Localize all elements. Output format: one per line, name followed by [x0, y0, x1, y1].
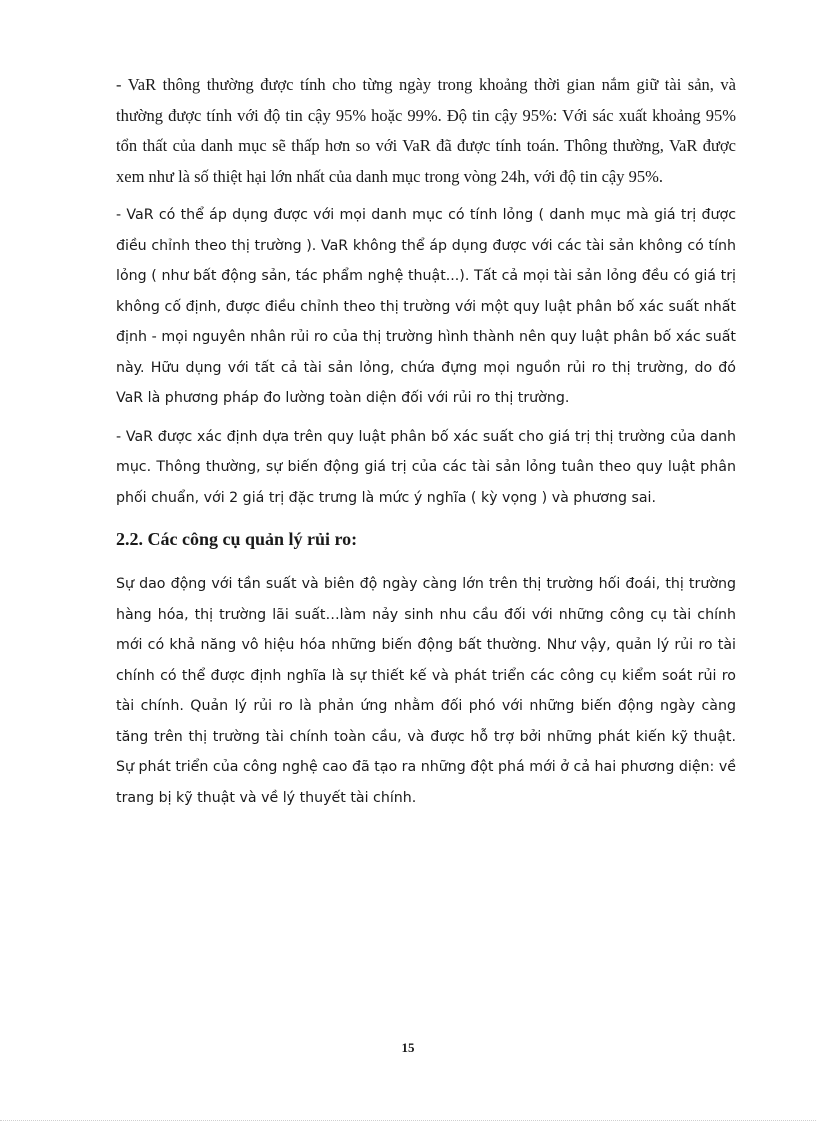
var-paragraph-3: - VaR được xác định dựa trên quy luật phân bố xác suất cho giá trị thị trường của danh mục. Thông thường, sự biến động giá trị của các tài sản lỏng tuân theo quy luật phân phối chuẩn, với 2 giá trị đặc trưng là mức ý nghĩa ( kỳ vọng ) và phương sai.	[116, 428, 736, 506]
page-content	[116, 70, 736, 821]
var-paragraph-1: - VaR thông thường được tính cho từng ngày trong khoảng thời gian nắm giữ tài sản, và thường được tính với độ tin cậy 95% hoặc 99%. Độ tin cậy 95%: Với sác xuất khoảng 95% tổn thất của danh mục sẽ thấp hơn so với VaR đã được tính toán. Thông thường, VaR được xem như là số thiệt hại lớn nhất của danh mục trong vòng 24h, với độ tin cậy 95%.	[116, 75, 736, 186]
page-number: 15	[401, 1040, 415, 1055]
section-paragraph: Sự dao động với tần suất và biên độ ngày càng lớn trên thị trường hối đoái, thị trường hàng hóa, thị trường lãi suất…làm nảy sinh nhu cầu đối với những công cụ tài chính mới có khả năng vô hiệu hóa những biến động bất thường. Như vậy, quản lý rủi ro tài chính có thể được định nghĩa là sự thiết kế và phát triển các công cụ kiểm soát rủi ro tài chính. Quản lý rủi ro là phản ứng nhằm đối phó với những biến động ngày càng tăng trên thị trường tài chính toàn cầu, và được hỗ trợ bởi những phát kiến kỹ thuật. Sự phát triển của công nghệ cao đã tạo ra những đột phá mới ở cả hai phương diện: về trang bị kỹ thuật và về lý thuyết tài chính.	[116, 576, 736, 806]
section-heading: 2.2. Các công cụ quản lý rủi ro:	[116, 529, 358, 549]
var-paragraph-2: - VaR có thể áp dụng được với mọi danh mục có tính lỏng ( danh mục mà giá trị được điều chỉnh theo thị trường ). VaR không thể áp dụng được với các tài sản không có tính lỏng ( như bất động sản, tác phẩm nghệ thuật...). Tất cả mọi tài sản lỏng đều có giá trị không cố định, được điều chỉnh theo thị trường với một quy luật phân bố xác suất nhất định - mọi nguyên nhân rủi ro của thị trường hình thành nên quy luật phân bố xác suất này. Hữu dụng với tất cả tài sản lỏng, chứa đựng mọi nguồn rủi ro thị trường, do đó VaR là phương pháp đo lường toàn diện đối với rủi ro thị trường.	[116, 207, 736, 406]
page-bottom-divider	[0, 1120, 816, 1121]
